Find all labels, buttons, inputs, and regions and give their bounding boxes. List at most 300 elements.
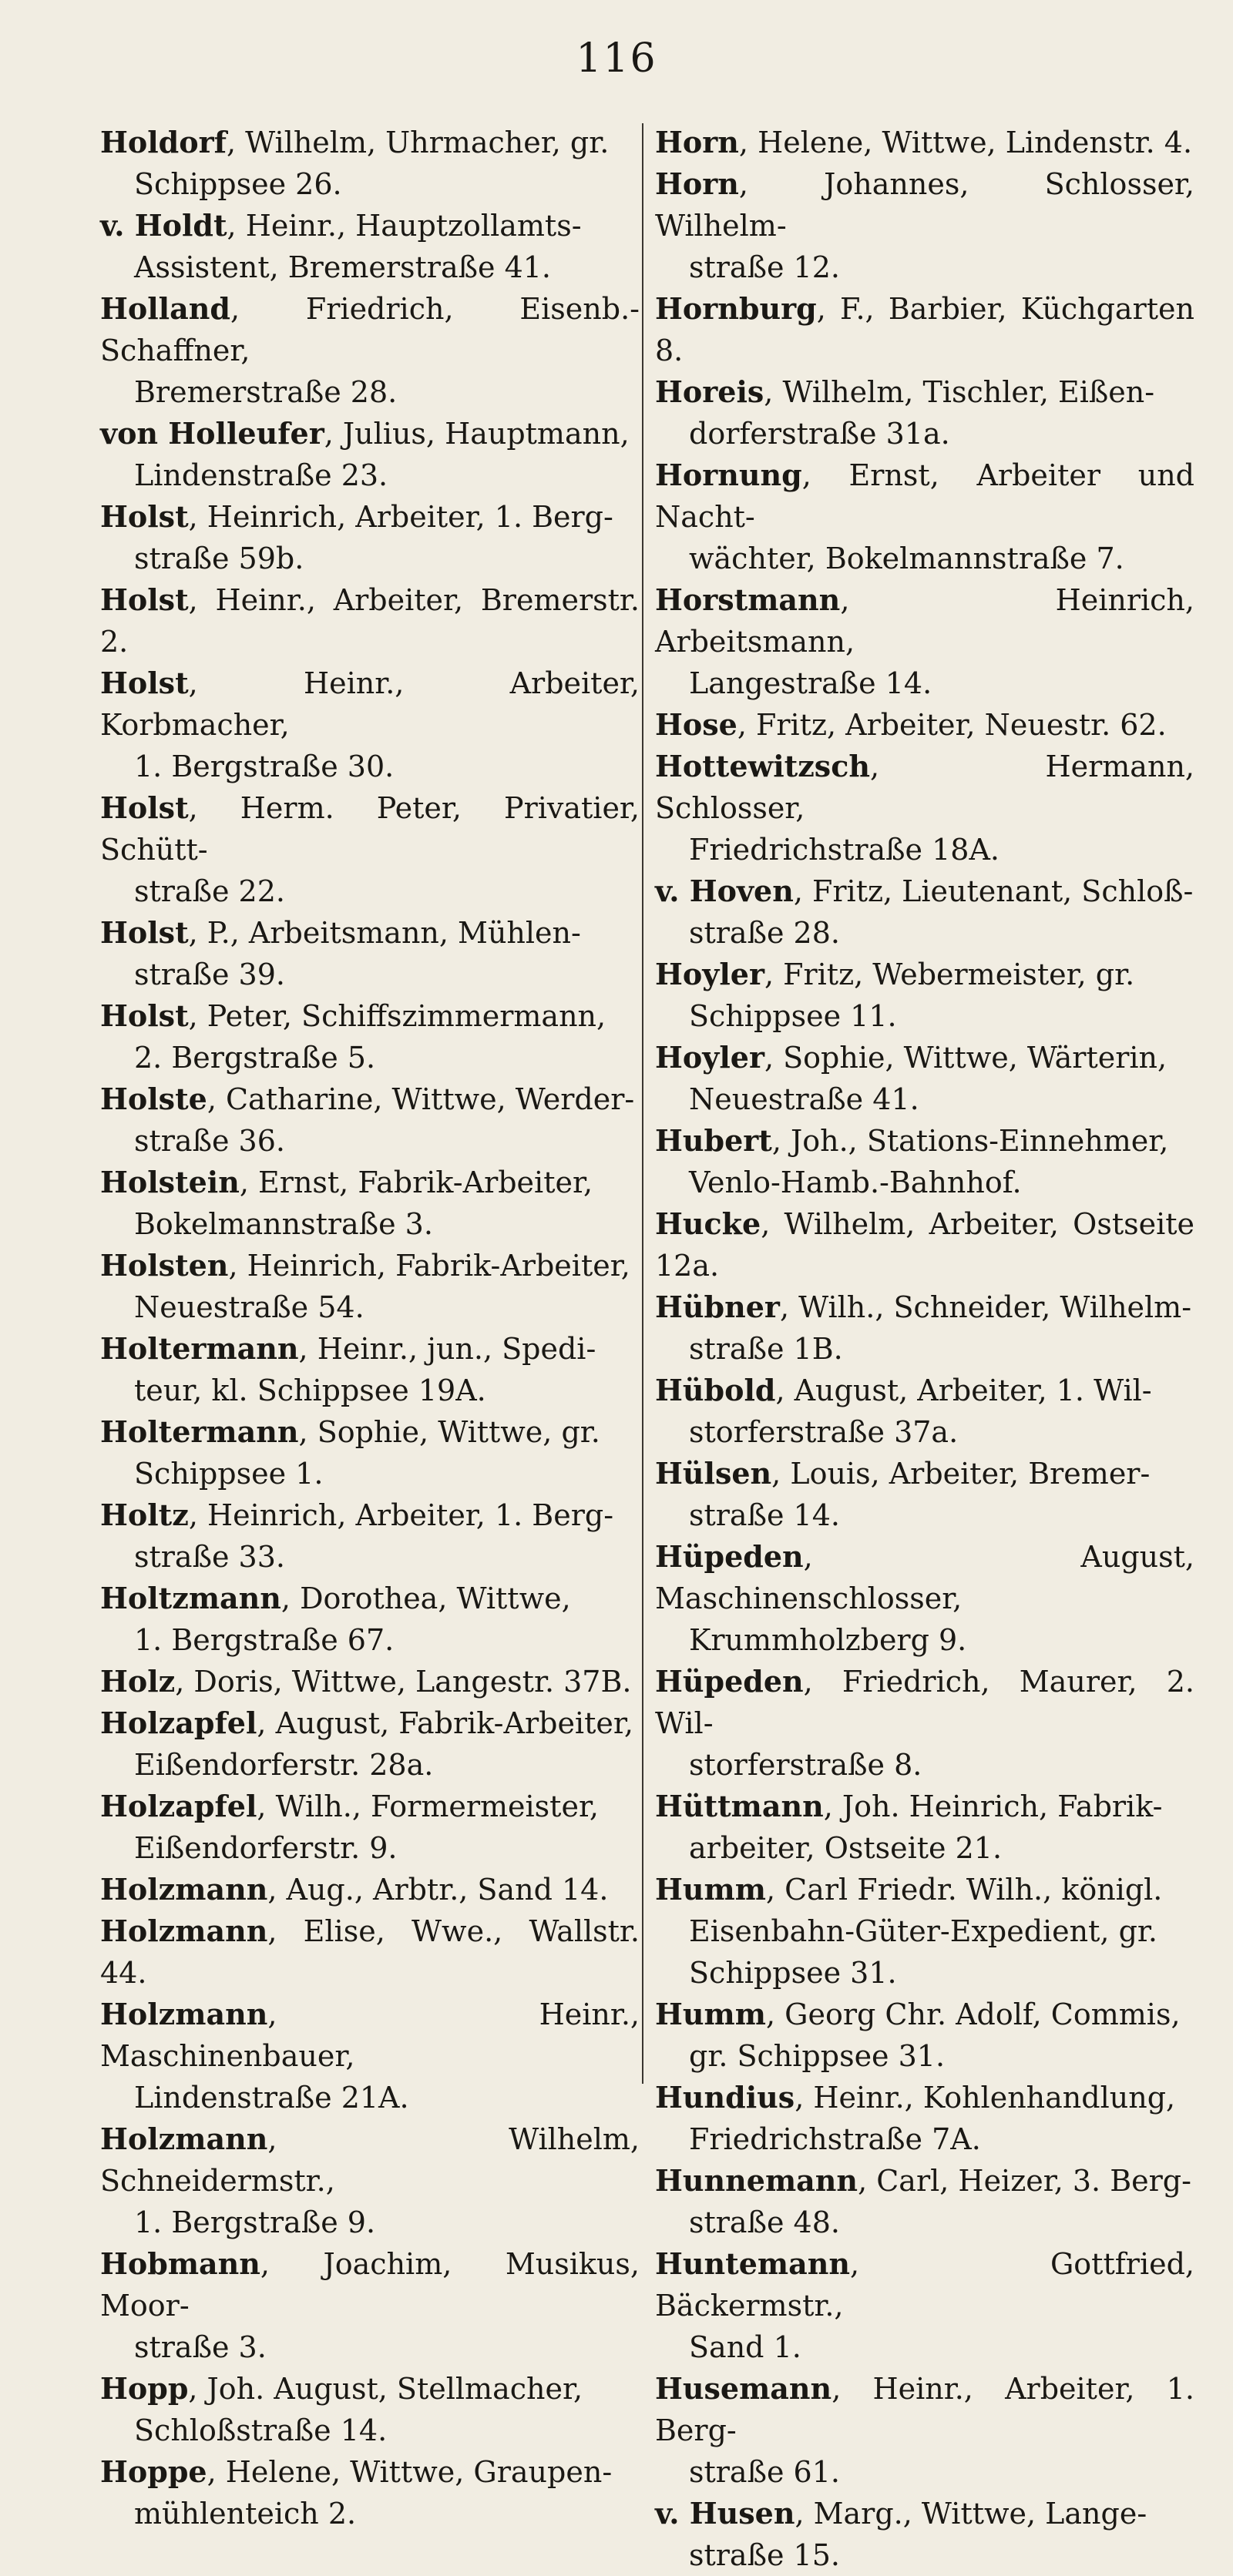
entry-text: , Heinr., jun., Spedi- [298, 1332, 596, 1366]
entry-continuation-line [100, 454, 640, 496]
entry-text: 1. Bergstraße 67. [134, 1623, 395, 1657]
entry-text: straße 3. [134, 2330, 267, 2364]
entry-continuation-line [100, 1536, 640, 1578]
directory-entry [100, 787, 640, 912]
entry-continuation-line [100, 1037, 640, 1078]
entry-name: Holz [100, 1664, 176, 1699]
entry-first-line [655, 746, 1194, 829]
entry-text: , Heinrich, Arbeitsmann, [655, 583, 1194, 659]
entry-name: Holzmann [100, 2122, 268, 2156]
entry-continuation-line [100, 1744, 640, 1786]
entry-text: straße 12. [689, 250, 840, 284]
directory-entry [100, 1245, 640, 1328]
left-column [100, 122, 640, 2534]
entry-text: Friedrichstraße 18A. [689, 833, 1000, 867]
directory-entry [655, 163, 1194, 288]
entry-text: , Heinr., Arbeiter, Bremerstr. 2. [100, 583, 640, 659]
entry-text: , August, Fabrik-Arbeiter, [257, 1706, 633, 1740]
entry-name: Holste [100, 1082, 207, 1116]
directory-entry [655, 1994, 1194, 2077]
entry-text: straße 28. [689, 916, 840, 950]
entry-name: Holst [100, 582, 189, 617]
entry-first-line [655, 2160, 1194, 2202]
entry-text: Eißendorferstr. 28a. [134, 1748, 434, 1782]
entry-name: von Holleufer [100, 416, 324, 451]
entry-continuation-line [655, 2035, 1194, 2077]
entry-first-line [655, 1037, 1194, 1078]
entry-first-line [655, 2077, 1194, 2118]
entry-text: , Sophie, Wittwe, gr. [298, 1415, 600, 1449]
entry-text: Venlo-Hamb.-Bahnhof. [689, 1166, 1022, 1199]
entry-first-line [100, 2451, 640, 2493]
entry-continuation-line [655, 2202, 1194, 2243]
directory-entry [655, 579, 1194, 704]
directory-entry [655, 1370, 1194, 1453]
entry-first-line [100, 1910, 640, 1994]
entry-text: , Wilhelm, Uhrmacher, gr. [226, 126, 610, 159]
entry-continuation-line [655, 247, 1194, 288]
entry-first-line [655, 1786, 1194, 1827]
entry-name: Holst [100, 915, 189, 950]
entry-text: Krummholzberg 9. [689, 1623, 967, 1657]
directory-entry [100, 1994, 640, 2118]
entry-first-line [100, 1411, 640, 1453]
directory-entry [100, 1494, 640, 1578]
entry-first-line [100, 912, 640, 954]
entry-continuation-line [655, 1910, 1194, 1952]
entry-continuation-line [655, 2326, 1194, 2368]
entry-text: , Fritz, Webermeister, gr. [764, 958, 1135, 991]
entry-text: straße 39. [134, 958, 285, 991]
entry-name: Humm [655, 1872, 766, 1907]
entry-text: , Gottfried, Bäckermstr., [655, 2247, 1194, 2323]
entry-first-line [655, 870, 1194, 912]
entry-text: Bremerstraße 28. [134, 375, 398, 409]
page-number: 116 [576, 35, 657, 82]
entry-continuation-line [655, 538, 1194, 579]
entry-text: , Doris, Wittwe, Langestr. 37B. [175, 1665, 632, 1699]
entry-text: Bokelmannstraße 3. [134, 1207, 433, 1241]
entry-first-line [100, 1162, 640, 1203]
entry-text: , Heinrich, Fabrik-Arbeiter, [228, 1249, 630, 1283]
entry-first-line [655, 1370, 1194, 1411]
directory-entry [100, 413, 640, 496]
directory-entry [100, 496, 640, 579]
entry-first-line [100, 205, 640, 247]
entry-first-line [655, 1453, 1194, 1494]
entry-text: , Helene, Wittwe, Lindenstr. 4. [738, 126, 1193, 159]
entry-text: , Wilhelm, Tischler, Eißen- [764, 375, 1155, 409]
entry-first-line [100, 995, 640, 1037]
entry-continuation-line [100, 2202, 640, 2243]
entry-continuation-line [100, 1827, 640, 1869]
entry-name: Holst [100, 499, 189, 534]
entry-text: , August, Arbeiter, 1. Wil- [775, 1374, 1152, 1407]
entry-continuation-line [655, 912, 1194, 954]
entry-first-line [655, 1203, 1194, 1286]
entry-first-line [100, 496, 640, 538]
entry-first-line [100, 2243, 640, 2326]
entry-text: , Carl, Heizer, 3. Berg- [858, 2164, 1191, 2198]
entry-text: , Joh. August, Stellmacher, [188, 2372, 583, 2406]
entry-text: Lindenstraße 21A. [134, 2081, 409, 2115]
entry-continuation-line [655, 1494, 1194, 1536]
directory-entry [100, 995, 640, 1078]
entry-continuation-line [100, 1453, 640, 1494]
entry-first-line [100, 1578, 640, 1619]
entry-continuation-line [100, 746, 640, 787]
directory-entry [100, 1162, 640, 1245]
entry-text: , Joh. Heinrich, Fabrik- [823, 1789, 1163, 1823]
entry-continuation-line [655, 1827, 1194, 1869]
entry-text: Lindenstraße 23. [134, 458, 388, 492]
entry-first-line [655, 122, 1194, 163]
entry-first-line [100, 413, 640, 454]
directory-entry [655, 2368, 1194, 2493]
entry-first-line [655, 2368, 1194, 2451]
entry-text: , Friedrich, Maurer, 2. Wil- [655, 1665, 1194, 1740]
entry-name: Holtz [100, 1498, 189, 1532]
entry-name: Hornung [655, 458, 802, 492]
entry-text: Schippsee 1. [134, 1457, 324, 1491]
entry-text: , Joh., Stations-Einnehmer, [771, 1124, 1169, 1158]
directory-entry [100, 1328, 640, 1411]
directory-entry [655, 1453, 1194, 1536]
entry-text: , Sophie, Wittwe, Wärterin, [764, 1041, 1167, 1075]
entry-name: Hundius [655, 2080, 795, 2115]
entry-name: Horn [655, 125, 739, 159]
entry-text: , Wilh., Formermeister, [257, 1789, 600, 1823]
entry-name: Huntemann [655, 2246, 850, 2281]
entry-name: Husemann [655, 2371, 832, 2406]
entry-name: v. Husen [655, 2496, 795, 2531]
entry-text: straße 1B. [689, 1332, 843, 1366]
entry-name: Hoppe [100, 2454, 207, 2489]
entry-text: dorferstraße 31a. [689, 417, 950, 451]
entry-first-line [655, 1286, 1194, 1328]
entry-name: Hüttmann [655, 1789, 824, 1823]
directory-entry [655, 371, 1194, 454]
entry-name: Hottewitzsch [655, 749, 870, 783]
entry-name: Holtzmann [100, 1581, 281, 1615]
entry-text: Schippsee 26. [134, 167, 342, 201]
entry-continuation-line [100, 954, 640, 995]
entry-first-line [100, 1786, 640, 1827]
entry-first-line [655, 371, 1194, 413]
directory-entry [655, 704, 1194, 746]
entry-text: , Heinr., Hauptzollamts- [227, 209, 582, 243]
directory-entry [655, 2493, 1194, 2576]
directory-entry [100, 1411, 640, 1494]
entry-text: , Joachim, Musikus, Moor- [100, 2247, 640, 2323]
entry-text: Neuestraße 41. [689, 1082, 919, 1116]
entry-name: Humm [655, 1997, 766, 2031]
entry-text: , August, Maschinenschlosser, [655, 1540, 1194, 1615]
entry-first-line [100, 1702, 640, 1744]
entry-name: Hornburg [655, 291, 817, 326]
entry-text: Sand 1. [689, 2330, 801, 2364]
entry-first-line [655, 2493, 1194, 2534]
entry-name: Holstein [100, 1165, 240, 1199]
entry-continuation-line [100, 2410, 640, 2451]
directory-entry [655, 746, 1194, 870]
entry-text: , Ernst, Arbeiter und Nacht- [655, 458, 1194, 534]
entry-name: Holst [100, 666, 189, 700]
entry-first-line [655, 1661, 1194, 1744]
entry-continuation-line [100, 538, 640, 579]
entry-continuation-line [100, 870, 640, 912]
entry-text: , Heinrich, Arbeiter, 1. Berg- [188, 500, 613, 534]
entry-first-line [100, 1078, 640, 1120]
directory-entry [655, 1661, 1194, 1786]
entry-continuation-line [655, 829, 1194, 870]
entry-first-line [100, 1245, 640, 1286]
directory-entry [100, 288, 640, 413]
entry-continuation-line [655, 1162, 1194, 1203]
entry-first-line [655, 1536, 1194, 1619]
entry-text: , Georg Chr. Adolf, Commis, [765, 1997, 1181, 2031]
entry-name: Hüpeden [655, 1664, 804, 1699]
entry-continuation-line [100, 371, 640, 413]
entry-text: storferstraße 37a. [689, 1415, 959, 1449]
entry-first-line [655, 704, 1194, 746]
entry-text: arbeiter, Ostseite 21. [689, 1831, 1003, 1865]
entry-continuation-line [655, 1078, 1194, 1120]
entry-text: straße 33. [134, 1540, 285, 1574]
directory-entry [655, 1203, 1194, 1286]
directory-entry [655, 2077, 1194, 2160]
entry-text: , Aug., Arbtr., Sand 14. [267, 1873, 609, 1907]
entry-continuation-line [655, 2118, 1194, 2160]
directory-entry [100, 1661, 640, 1702]
entry-first-line [100, 122, 640, 163]
entry-continuation-line [655, 2451, 1194, 2493]
entry-text: , Catharine, Wittwe, Werder- [207, 1082, 635, 1116]
directory-entry [655, 870, 1194, 954]
entry-name: v. Holdt [100, 208, 227, 243]
entry-text: , Wilhelm, Arbeiter, Ostseite 12a. [655, 1207, 1194, 1283]
entry-name: v. Hoven [655, 874, 794, 908]
entry-name: Holdorf [100, 125, 227, 159]
entry-text: , Friedrich, Eisenb.-Schaffner, [100, 292, 640, 367]
entry-first-line [655, 579, 1194, 662]
entry-first-line [100, 662, 640, 746]
entry-first-line [100, 1328, 640, 1370]
entry-text: , Helene, Wittwe, Graupen- [207, 2455, 613, 2489]
entry-name: Holzmann [100, 1997, 268, 2031]
entry-continuation-line [655, 662, 1194, 704]
entry-first-line [655, 1994, 1194, 2035]
entry-continuation-line [100, 247, 640, 288]
entry-name: Holland [100, 291, 230, 326]
entry-text: Schippsee 11. [689, 999, 897, 1033]
entry-text: , Heinr., Maschinenbauer, [100, 1997, 640, 2073]
entry-name: Hoyler [655, 1040, 764, 1075]
directory-entry [100, 912, 640, 995]
entry-name: Hüpeden [655, 1539, 804, 1574]
entry-text: Assistent, Bremerstraße 41. [134, 250, 551, 284]
entry-name: Hobmann [100, 2246, 260, 2281]
entry-text: , Hermann, Schlosser, [655, 750, 1194, 825]
entry-first-line [100, 2118, 640, 2202]
entry-first-line [100, 288, 640, 371]
entry-text: Langestraße 14. [689, 666, 932, 700]
entry-text: Friedrichstraße 7A. [689, 2122, 981, 2156]
entry-first-line [655, 954, 1194, 995]
directory-entry [655, 454, 1194, 579]
directory-entry [100, 1910, 640, 1994]
entry-first-line [655, 1869, 1194, 1910]
entry-name: Hopp [100, 2371, 189, 2406]
directory-entry [100, 2243, 640, 2368]
entry-continuation-line [655, 1952, 1194, 1994]
directory-entry [100, 662, 640, 787]
entry-text: Eisenbahn-Güter-Expedient, gr. [689, 1914, 1157, 1948]
entry-text: mühlenteich 2. [134, 2497, 357, 2531]
entry-text: teur, kl. Schippsee 19A. [134, 1374, 486, 1407]
entry-text: straße 59b. [134, 542, 304, 575]
entry-text: , Heinr., Arbeiter, 1. Berg- [655, 2372, 1194, 2447]
entry-text: gr. Schippsee 31. [689, 2039, 946, 2073]
entry-first-line [100, 787, 640, 870]
entry-first-line [655, 454, 1194, 538]
entry-name: Holzapfel [100, 1789, 257, 1823]
entry-text: wächter, Bokelmannstraße 7. [689, 542, 1124, 575]
entry-name: Holzmann [100, 1872, 268, 1907]
directory-entry [100, 122, 640, 205]
entry-name: Holtermann [100, 1414, 299, 1449]
entry-text: Schippsee 31. [689, 1956, 897, 1990]
right-column [655, 122, 1194, 2576]
directory-entry [100, 1702, 640, 1786]
directory-entry [655, 288, 1194, 371]
entry-text: 1. Bergstraße 9. [134, 2205, 376, 2239]
entry-text: , Ernst, Fabrik-Arbeiter, [239, 1166, 593, 1199]
entry-text: , Dorothea, Wittwe, [281, 1581, 571, 1615]
entry-name: Horn [655, 166, 739, 201]
entry-continuation-line [100, 1370, 640, 1411]
directory-entry [100, 579, 640, 662]
entry-name: Hunnemann [655, 2163, 858, 2198]
entry-text: storferstraße 8. [689, 1748, 922, 1782]
entry-text: , Fritz, Lieutenant, Schloß- [793, 874, 1194, 908]
directory-entry [655, 1536, 1194, 1661]
entry-text: 2. Bergstraße 5. [134, 1041, 376, 1075]
entry-name: Horeis [655, 374, 764, 409]
entry-text: straße 48. [689, 2205, 840, 2239]
entry-name: Holzmann [100, 1914, 268, 1948]
entry-continuation-line [655, 413, 1194, 454]
entry-text: , Wilhelm, Schneidermstr., [100, 2122, 640, 2198]
entry-continuation-line [100, 1619, 640, 1661]
entry-text: straße 15. [689, 2538, 840, 2572]
entry-first-line [655, 2243, 1194, 2326]
entry-first-line [100, 1661, 640, 1702]
entry-continuation-line [100, 2493, 640, 2534]
entry-name: Horstmann [655, 582, 841, 617]
directory-entry [655, 1869, 1194, 1994]
entry-text: straße 14. [689, 1498, 840, 1532]
directory-entry [655, 1120, 1194, 1203]
entry-text: , Johannes, Schlosser, Wilhelm- [655, 167, 1194, 243]
entry-name: Holst [100, 790, 189, 825]
entry-name: Holzapfel [100, 1706, 257, 1740]
directory-entry [655, 954, 1194, 1037]
entry-text: , Marg., Wittwe, Lange- [795, 2497, 1147, 2531]
column-divider [642, 123, 643, 2084]
entry-first-line [655, 1120, 1194, 1162]
entry-first-line [655, 163, 1194, 247]
entry-text: Schloßstraße 14. [134, 2413, 388, 2447]
entry-first-line [100, 579, 640, 662]
entry-text: , F., Barbier, Küchgarten 8. [655, 292, 1194, 367]
entry-text: straße 22. [134, 874, 285, 908]
entry-text: 1. Bergstraße 30. [134, 750, 395, 783]
entry-name: Hübold [655, 1373, 776, 1407]
directory-entry [100, 1078, 640, 1162]
entry-text: , Carl Friedr. Wilh., königl. [765, 1873, 1163, 1907]
entry-text: , P., Arbeitsmann, Mühlen- [188, 916, 581, 950]
entry-continuation-line [100, 1286, 640, 1328]
directory-entry [655, 1786, 1194, 1869]
entry-name: Hucke [655, 1206, 761, 1241]
directory-entry [100, 2451, 640, 2534]
entry-continuation-line [655, 1744, 1194, 1786]
entry-name: Hübner [655, 1290, 780, 1324]
entry-text: , Louis, Arbeiter, Bremer- [771, 1457, 1151, 1491]
entry-text: , Heinr., Kohlenhandlung, [795, 2081, 1176, 2115]
entry-name: Hoyler [655, 957, 764, 991]
entry-text: Neuestraße 54. [134, 1290, 365, 1324]
entry-text: , Elise, Wwe., Wallstr. 44. [100, 1914, 640, 1990]
entry-text: , Peter, Schiffszimmermann, [188, 999, 606, 1033]
entry-continuation-line [655, 995, 1194, 1037]
entry-continuation-line [655, 2534, 1194, 2576]
entry-name: Hülsen [655, 1456, 772, 1491]
directory-entry [655, 2160, 1194, 2243]
entry-text: , Heinrich, Arbeiter, 1. Berg- [188, 1498, 614, 1532]
entry-continuation-line [100, 1203, 640, 1245]
entry-name: Holtermann [100, 1331, 299, 1366]
directory-entry [100, 2368, 640, 2451]
entry-continuation-line [100, 163, 640, 205]
entry-continuation-line [655, 1411, 1194, 1453]
entry-text: , Heinr., Arbeiter, Korbmacher, [100, 666, 640, 742]
entry-text: , Wilh., Schneider, Wilhelm- [779, 1290, 1192, 1324]
entry-continuation-line [100, 2326, 640, 2368]
entry-text: straße 61. [689, 2455, 840, 2489]
directory-entry [100, 1786, 640, 1869]
entry-text: , Julius, Hauptmann, [324, 417, 630, 451]
entry-name: Holsten [100, 1248, 229, 1283]
entry-text: straße 36. [134, 1124, 285, 1158]
entry-first-line [655, 288, 1194, 371]
entry-name: Holst [100, 998, 189, 1033]
entry-first-line [100, 1994, 640, 2077]
entry-text: Eißendorferstr. 9. [134, 1831, 398, 1865]
directory-entry [100, 1578, 640, 1661]
entry-first-line [100, 1869, 640, 1910]
entry-continuation-line [100, 2077, 640, 2118]
entry-continuation-line [655, 1619, 1194, 1661]
directory-entry [100, 205, 640, 288]
entry-text: , Fritz, Arbeiter, Neuestr. 62. [737, 708, 1167, 742]
entry-continuation-line [655, 1328, 1194, 1370]
directory-entry [100, 1869, 640, 1910]
directory-entry [655, 1286, 1194, 1370]
directory-entry [655, 122, 1194, 163]
entry-text: , Herm. Peter, Privatier, Schütt- [100, 791, 640, 867]
